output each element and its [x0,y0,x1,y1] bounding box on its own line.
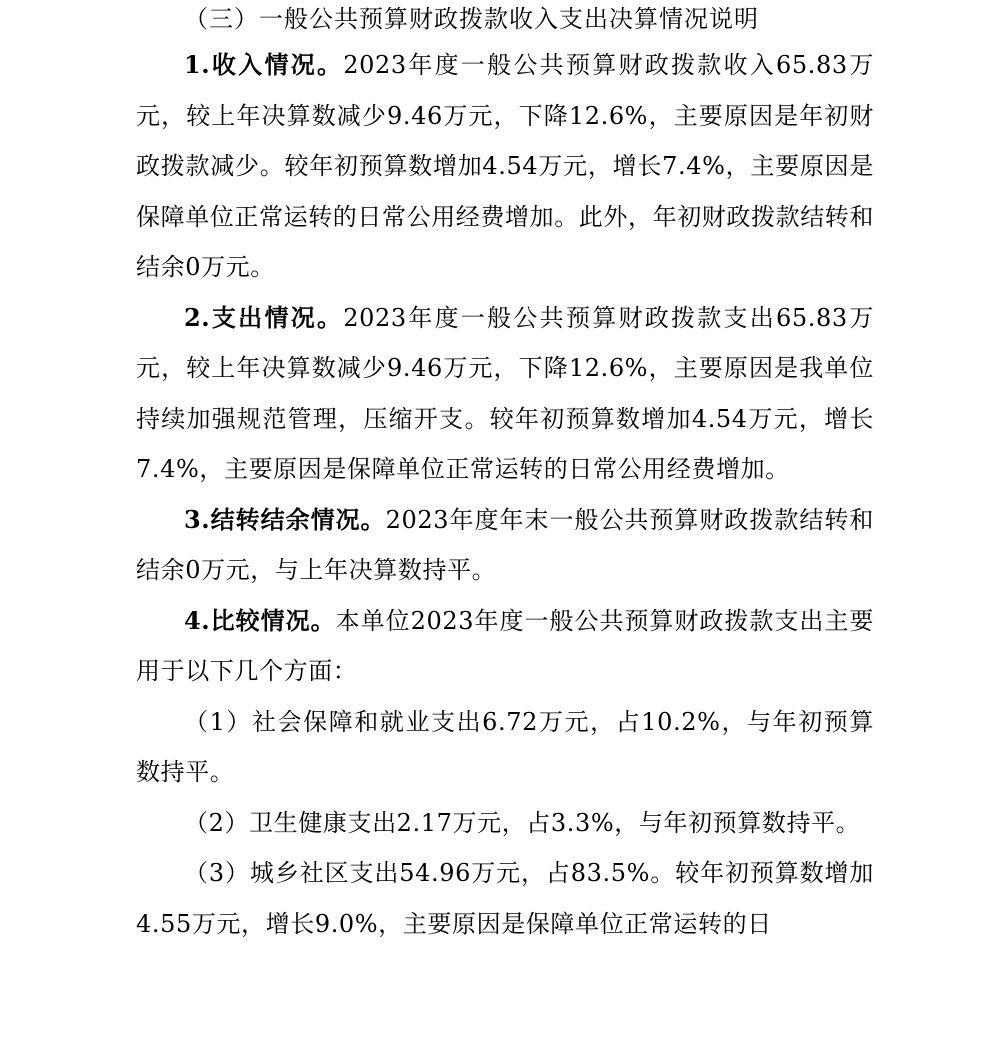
section-heading: （三）一般公共预算财政拨款收入支出决算情况说明 [184,5,759,33]
list-item-health: （2）卫生健康支出2.17万元，占3.3%，与年初预算数持平。 [184,808,861,837]
paragraph-label: 4.比较情况。 [184,605,336,635]
paragraph-label: 1.收入情况。 [184,50,344,79]
paragraph-comparison [136,596,874,697]
paragraph-expenditure [136,293,874,495]
paragraph-text: 2023年度一般公共预算财政拨款支出65.83万元，较上年决算数减少9.46万元，下降12.6%，主要原因是我单位持续加强规范管理，压缩开支。较年初预算数增加4.54万元，增长7.4%，主要原因是保障单位正常运转的日常公用经费增加。 [136,303,874,483]
paragraph-text: 2023年度年末一般公共预算财政拨款结转和结余0万元，与上年决算数持平。 [136,505,874,584]
paragraph-label: 3.结转结余情况。 [184,504,386,534]
paragraph-income [136,40,874,293]
list-item-social-security: （1）社会保障和就业支出6.72万元，占10.2%，与年初预算数持平。 [136,707,874,786]
document-page [136,0,874,949]
paragraph-label: 2.支出情况。 [184,302,344,332]
paragraph-carryover [136,495,874,596]
paragraph-text: 2023年度一般公共预算财政拨款收入65.83万元，较上年决算数减少9.46万元，下降12.6%，主要原因是年初财政拨款减少。较年初预算数增加4.54万元，增长7.4%，主要原因是保障单位正常运转的日常公用经费增加。此外，年初财政拨款结转和结余0万元。 [136,51,874,281]
paragraph-text: 本单位2023年度一般公共预算财政拨款支出主要用于以下几个方面： [136,606,874,685]
list-item-urban-rural: （3）城乡社区支出54.96万元，占83.5%。较年初预算数增加4.55万元，增长9.0%，主要原因是保障单位正常运转的日 [136,859,874,938]
